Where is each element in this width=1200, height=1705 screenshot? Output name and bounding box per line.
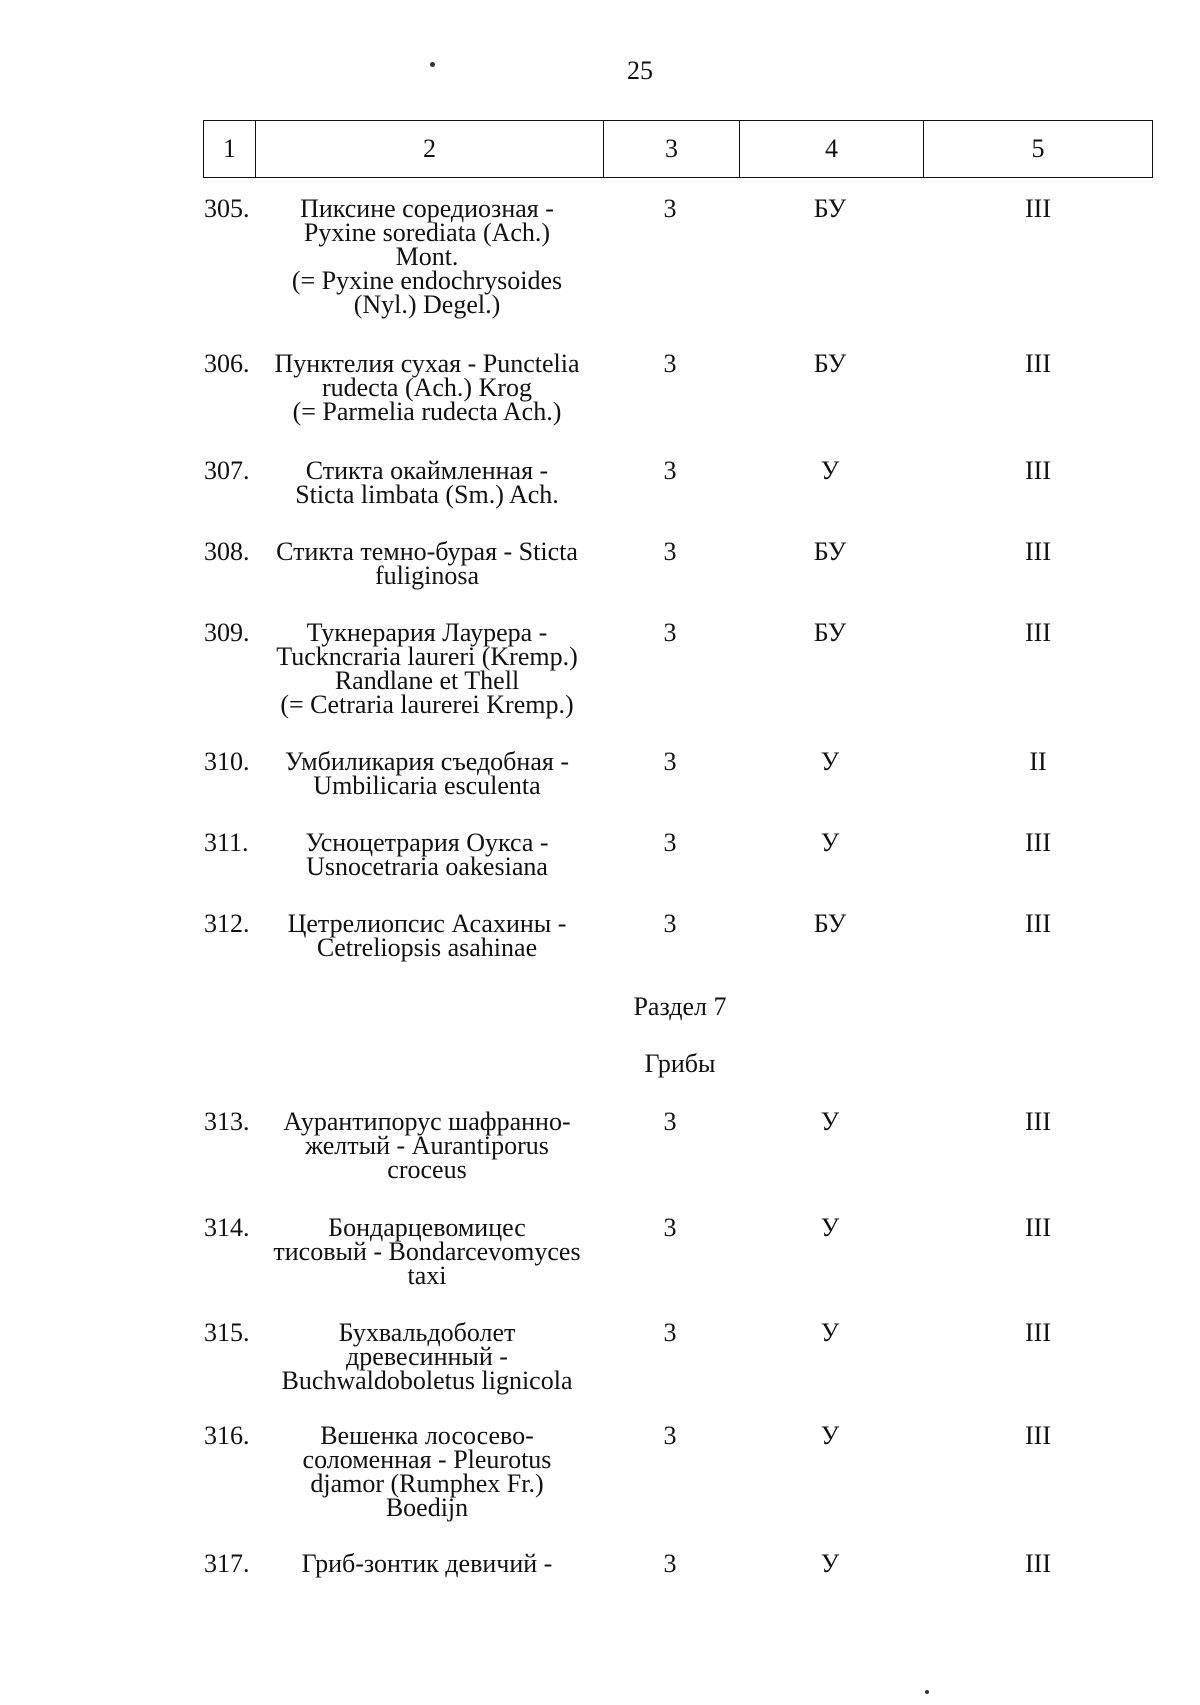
species-name-line: Umbilicaria esculenta: [313, 771, 541, 800]
species-name: [252, 1318, 602, 1395]
row-col-4: У: [820, 1213, 840, 1242]
species-name: [252, 537, 602, 590]
species-name-line: Усноцетрария Оукса -: [305, 828, 549, 857]
species-name-line: Вешенка лососево-: [320, 1421, 534, 1450]
row-col-3: 3: [663, 1213, 677, 1242]
species-name-line: Умбиликария съедобная -: [285, 747, 569, 776]
row-col-3: 3: [663, 1549, 677, 1578]
row-col-5: III: [1025, 1318, 1051, 1347]
species-name: [252, 828, 602, 881]
species-name: [252, 1107, 602, 1184]
species-name-line: (Nyl.) Degel.): [353, 290, 501, 319]
row-col-3: 3: [663, 194, 677, 223]
species-name-line: Boedijn: [385, 1493, 469, 1522]
row-col-3: 3: [663, 618, 677, 647]
section-subtitle: Грибы: [644, 1049, 716, 1078]
species-name: [252, 456, 602, 509]
species-name: [252, 1213, 602, 1290]
row-col-4: БУ: [813, 618, 847, 647]
species-name-line: djamor (Rumphex Fr.): [310, 1469, 544, 1498]
row-col-5: III: [1025, 537, 1051, 566]
species-name-line: croceus: [387, 1155, 467, 1184]
header-col-4: 4: [739, 121, 923, 177]
species-name-line: rudecta (Ach.) Krog: [321, 373, 533, 402]
row-number: 312.: [204, 909, 250, 938]
species-name-line: Гриб-зонтик девичий -: [301, 1549, 553, 1578]
scan-speck: [925, 1690, 929, 1694]
header-col-3: 3: [603, 121, 739, 177]
row-number: 316.: [204, 1421, 250, 1450]
species-name-line: Sticta limbata (Sm.) Ach.: [295, 480, 559, 509]
species-name-line: древесинный -: [346, 1342, 508, 1371]
table-header: [203, 120, 1153, 178]
row-col-4: БУ: [813, 537, 847, 566]
species-name: [252, 194, 602, 319]
row-number: 307.: [204, 456, 250, 485]
row-col-3: 3: [663, 1318, 677, 1347]
row-number: 311.: [204, 828, 249, 857]
row-col-3: 3: [663, 1107, 677, 1136]
species-name-line: Mont.: [395, 242, 459, 271]
row-col-3: 3: [663, 349, 677, 378]
row-number: 317.: [204, 1549, 250, 1578]
header-col-2: 2: [255, 121, 603, 177]
row-col-3: 3: [663, 456, 677, 485]
species-name-line: Бондарцевомицес: [328, 1213, 526, 1242]
row-col-5: III: [1025, 349, 1051, 378]
page-number: 25: [627, 56, 653, 85]
section-title: Раздел 7: [633, 992, 727, 1021]
row-number: 310.: [204, 747, 250, 776]
row-col-5: III: [1025, 618, 1051, 647]
row-col-3: 3: [663, 1421, 677, 1450]
row-col-5: III: [1025, 828, 1051, 857]
row-col-3: 3: [663, 747, 677, 776]
row-col-5: III: [1025, 1421, 1051, 1450]
species-name: [252, 618, 602, 719]
row-col-4: БУ: [813, 194, 847, 223]
species-name-line: fuliginosa: [375, 561, 479, 590]
species-name-line: Стикта окаймленная -: [305, 456, 549, 485]
species-name-line: Бухвальдоболет: [338, 1318, 516, 1347]
row-number: 306.: [204, 349, 250, 378]
row-number: 309.: [204, 618, 250, 647]
species-name-line: (= Cetraria laurerei Kremp.): [280, 690, 574, 719]
species-name-line: Пиксине соредиозная -: [300, 194, 554, 223]
header-col-1: 1: [223, 134, 236, 163]
row-col-4: БУ: [813, 349, 847, 378]
species-name-line: Цетрелиопсис Асахины -: [287, 909, 567, 938]
species-name: [252, 349, 602, 426]
species-name-line: Cetreliopsis asahinae: [316, 933, 538, 962]
species-name-line: Tucknсraria laureri (Kremp.): [276, 642, 578, 671]
species-name-line: Randlane et Thell: [334, 666, 520, 695]
species-name-line: (= Pyxine endochrysoides: [291, 266, 563, 295]
species-name-line: Аурантипорус шафранно-: [283, 1107, 571, 1136]
row-col-4: У: [820, 456, 840, 485]
header-col-5: 5: [923, 121, 1152, 177]
row-col-4: У: [820, 1107, 840, 1136]
species-name-line: Buchwaldoboletus lignicola: [281, 1366, 573, 1395]
row-col-4: У: [820, 1549, 840, 1578]
species-name-line: соломенная - Pleurotus: [302, 1445, 552, 1474]
row-col-3: 3: [663, 909, 677, 938]
species-name-line: Пунктелия сухая - Punctelia: [274, 349, 580, 378]
row-col-4: БУ: [813, 909, 847, 938]
row-col-5: III: [1025, 194, 1051, 223]
species-name-line: (= Parmelia rudecta Ach.): [292, 397, 562, 426]
row-col-5: III: [1025, 909, 1051, 938]
row-number: 313.: [204, 1107, 250, 1136]
species-name: [252, 747, 602, 800]
species-name-line: Pyxine sorediata (Ach.): [303, 218, 551, 247]
row-number: 314.: [204, 1213, 250, 1242]
species-name-line: taxi: [407, 1261, 447, 1290]
row-col-3: 3: [663, 537, 677, 566]
row-col-5: III: [1025, 1549, 1051, 1578]
row-col-3: 3: [663, 828, 677, 857]
species-name-line: Тукнерария Лаурера -: [306, 618, 548, 647]
row-number: 315.: [204, 1318, 250, 1347]
row-col-5: III: [1025, 1107, 1051, 1136]
row-col-4: У: [820, 1318, 840, 1347]
row-number: 308.: [204, 537, 250, 566]
species-name-line: Стикта темно-бурая - Sticta: [276, 537, 578, 566]
species-name-line: Usnocetraria oakesiana: [306, 852, 548, 881]
row-col-4: У: [820, 828, 840, 857]
row-col-5: II: [1029, 747, 1047, 776]
species-name: [252, 1549, 602, 1578]
row-col-4: У: [820, 1421, 840, 1450]
row-col-5: III: [1025, 1213, 1051, 1242]
species-name: [252, 909, 602, 962]
row-number: 305.: [204, 194, 250, 223]
scan-speck: [430, 62, 435, 67]
row-col-4: У: [820, 747, 840, 776]
species-name-line: желтый - Aurantiporus: [305, 1131, 549, 1160]
row-col-5: III: [1025, 456, 1051, 485]
species-name-line: тисовый - Bondarcevomyces: [273, 1237, 581, 1266]
species-name: [252, 1421, 602, 1522]
